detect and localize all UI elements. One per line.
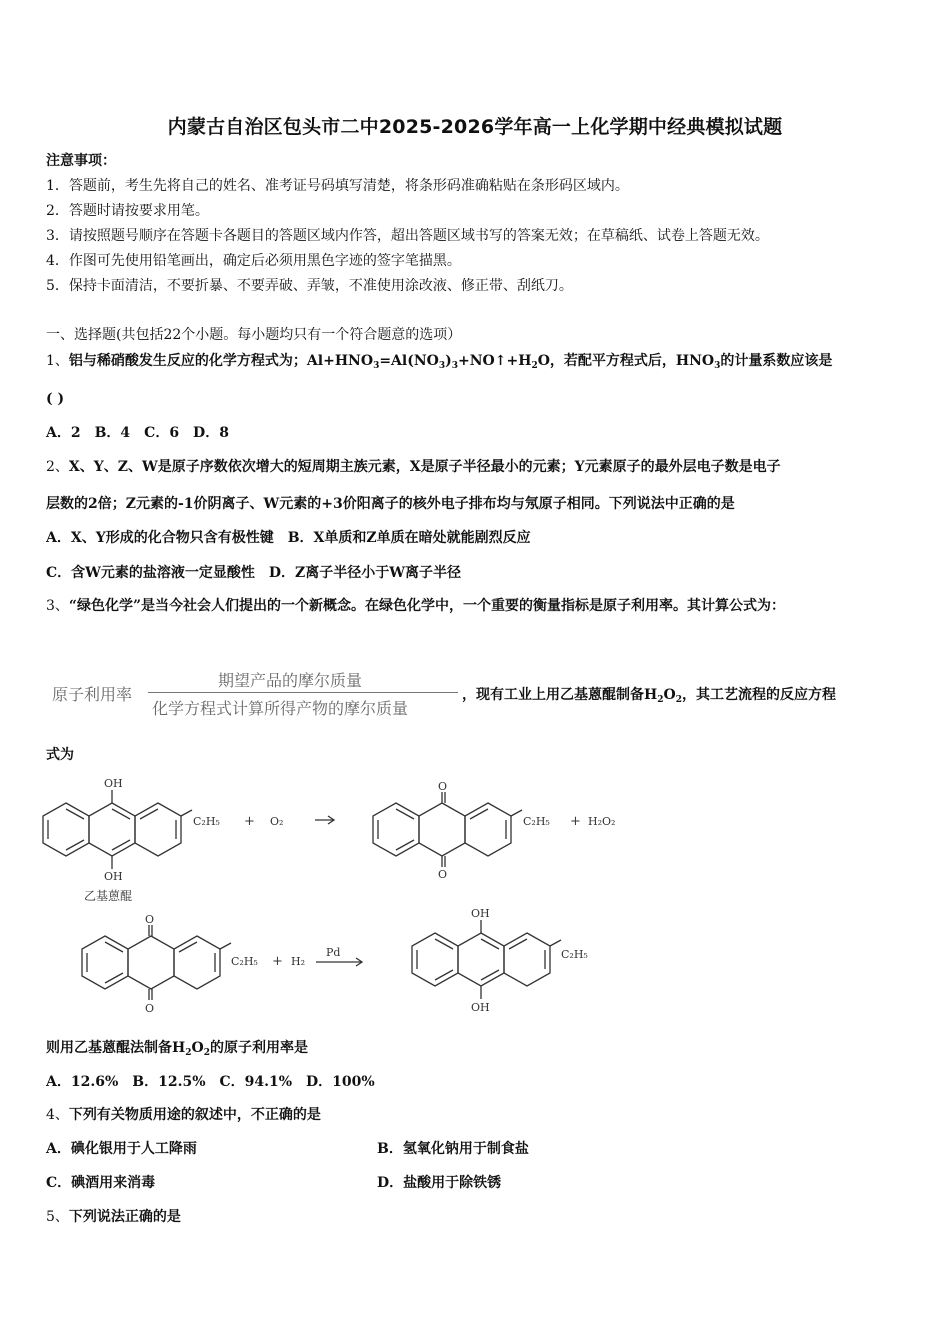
subscript: 3 bbox=[373, 361, 380, 371]
ethyl-label: C₂H₅ bbox=[523, 815, 550, 828]
molecule-quinone-1 bbox=[373, 792, 522, 867]
subscript: 3 bbox=[451, 361, 459, 371]
q1-text: ) bbox=[445, 353, 452, 369]
q1-text: +NO↑+H bbox=[458, 353, 532, 369]
oxygen-label: O₂ bbox=[270, 815, 284, 828]
notice-item-2: 2．答题时请按要求用笔。 bbox=[46, 203, 209, 219]
notice-item-4: 4．作图可先使用铅笔画出，确定后必须用黑色字迹的签字笔描黑。 bbox=[46, 253, 461, 269]
question-3 bbox=[46, 597, 785, 615]
subscript: 2 bbox=[203, 1048, 210, 1058]
q2-options-ab: A．X、Y形成的化合物只含有极性键 B．X单质和Z单质在暗处就能剧烈反应 bbox=[46, 530, 531, 546]
reaction-arrow-1 bbox=[315, 816, 334, 824]
o-label: O bbox=[438, 868, 448, 881]
q1-text: 铝与稀硝酸发生反应的化学方程式为；Al+HNO bbox=[68, 353, 374, 369]
h2o2-label: H₂O₂ bbox=[588, 815, 616, 828]
q1-text: 的计量系数应该是 bbox=[720, 353, 833, 369]
subscript: 2 bbox=[531, 361, 538, 371]
q4-option-c: C．碘酒用来消毒 bbox=[46, 1175, 156, 1191]
subscript: 2 bbox=[675, 695, 682, 705]
question-number: 3、 bbox=[46, 598, 69, 614]
oh-label: OH bbox=[471, 1001, 490, 1014]
q3-text: ，其工艺流程的反应方程 bbox=[681, 687, 836, 703]
molecule-diol-1 bbox=[43, 790, 192, 869]
ethyl-label: C₂H₅ bbox=[193, 815, 220, 828]
formula-denominator: 化学方程式计算所得产物的摩尔质量 bbox=[152, 699, 409, 718]
subscript: 2 bbox=[657, 695, 664, 705]
q4-text: 下列有关物质用途的叙述中，不正确的是 bbox=[68, 1107, 321, 1123]
question-1 bbox=[46, 352, 832, 375]
reaction-scheme bbox=[0, 770, 700, 1020]
q3-text-after-formula bbox=[462, 684, 836, 705]
question-2 bbox=[46, 458, 781, 476]
q1-text: =Al(NO bbox=[379, 353, 439, 369]
oh-label: OH bbox=[104, 870, 123, 883]
q1-text: O，若配平方程式后，HNO bbox=[537, 353, 715, 369]
subscript: 3 bbox=[438, 361, 446, 371]
notice-item-1: 1．答题前，考生先将自己的姓名、准考证号码填写清楚，将条形码准确粘贴在条形码区域内。 bbox=[46, 178, 629, 194]
plus-sign: + bbox=[272, 954, 283, 969]
formula-numerator: 期望产品的摩尔质量 bbox=[218, 671, 363, 690]
ethyl-label: C₂H₅ bbox=[231, 955, 258, 968]
q3-text: “绿色化学”是当今社会人们提出的一个新概念。在绿色化学中，一个重要的衡量指标是原子利用率。其计算公式为： bbox=[68, 598, 786, 614]
question-number: 1、 bbox=[46, 353, 69, 369]
q5-text: 下列说法正确的是 bbox=[68, 1209, 181, 1225]
atom-economy-formula bbox=[46, 662, 926, 722]
section-heading: 一、选择题(共包括22个小题。每小题均只有一个符合题意的选项） bbox=[46, 327, 462, 343]
plus-sign: + bbox=[570, 814, 581, 829]
q4-option-b: B．氢氧化钠用于制食盐 bbox=[377, 1141, 529, 1157]
q2-text-line-2: 层数的2倍；Z元素的-1价阴离子、W元素的+3价阳离子的核外电子排布均与氖原子相同。下列说法中正确的是 bbox=[46, 496, 735, 512]
q3-text: 则用乙基蒽醌法制备H bbox=[46, 1040, 186, 1056]
oh-label: OH bbox=[471, 907, 490, 920]
fraction-bar bbox=[148, 692, 458, 693]
oh-label: OH bbox=[104, 777, 123, 790]
q3-text-line-2: 式为 bbox=[46, 747, 74, 763]
o-label: O bbox=[145, 1002, 155, 1015]
q3-options: A．12.6% B．12.5% C．94.1% D．100% bbox=[46, 1074, 375, 1090]
notice-item-5: 5．保持卡面清洁，不要折暴、不要弄破、弄皱，不准使用涂改液、修正带、刮纸刀。 bbox=[46, 278, 573, 294]
formula-label: 原子利用率 bbox=[52, 685, 133, 704]
o-label: O bbox=[438, 780, 448, 793]
question-4 bbox=[46, 1106, 321, 1124]
q2-options-cd: C．含W元素的盐溶液一定显酸性 D．Z离子半径小于W离子半径 bbox=[46, 565, 461, 581]
catalyst-label: Pd bbox=[326, 946, 341, 959]
q2-text: X、Y、Z、W是原子序数依次增大的短周期主族元素，X是原子半径最小的元素；Y元素原子的最外层电子数是电子 bbox=[68, 459, 781, 475]
question-number: 2、 bbox=[46, 459, 69, 475]
ethyl-label: C₂H₅ bbox=[561, 948, 588, 961]
q1-options: A．2 B．4 C．6 D．8 bbox=[46, 425, 229, 441]
question-5 bbox=[46, 1208, 181, 1226]
q3-text: ，现有工业上用乙基蒽醌制备H bbox=[462, 687, 658, 703]
plus-sign: + bbox=[244, 814, 255, 829]
molecule-diol-2 bbox=[412, 920, 561, 999]
compound-name-label: 乙基蒽醌 bbox=[84, 889, 133, 903]
q4-option-d: D．盐酸用于除铁锈 bbox=[377, 1175, 502, 1191]
q3-question bbox=[46, 1039, 308, 1062]
question-number: 5、 bbox=[46, 1209, 69, 1225]
q3-text: O bbox=[663, 687, 676, 703]
q3-text: 的原子利用率是 bbox=[209, 1040, 308, 1056]
notice-item-3: 3．请按照题号顺序在答题卡各题目的答题区域内作答，超出答题区域书写的答案无效；在草稿纸、试卷上答题无效。 bbox=[46, 228, 769, 244]
reaction-arrow-2 bbox=[316, 958, 362, 966]
o-label: O bbox=[145, 913, 155, 926]
subscript: 3 bbox=[714, 361, 721, 371]
molecule-quinone-2 bbox=[82, 925, 231, 1000]
page-title: 内蒙古自治区包头市二中2025-2026学年高一上化学期中经典模拟试题 bbox=[167, 116, 783, 138]
question-number: 4、 bbox=[46, 1107, 69, 1123]
q1-paren: ( ) bbox=[46, 391, 65, 407]
subscript: 2 bbox=[185, 1048, 192, 1058]
notice-heading: 注意事项： bbox=[46, 153, 116, 169]
hydrogen-label: H₂ bbox=[291, 955, 306, 968]
q4-option-a: A．碘化银用于人工降雨 bbox=[46, 1141, 197, 1157]
q3-text: O bbox=[191, 1040, 204, 1056]
